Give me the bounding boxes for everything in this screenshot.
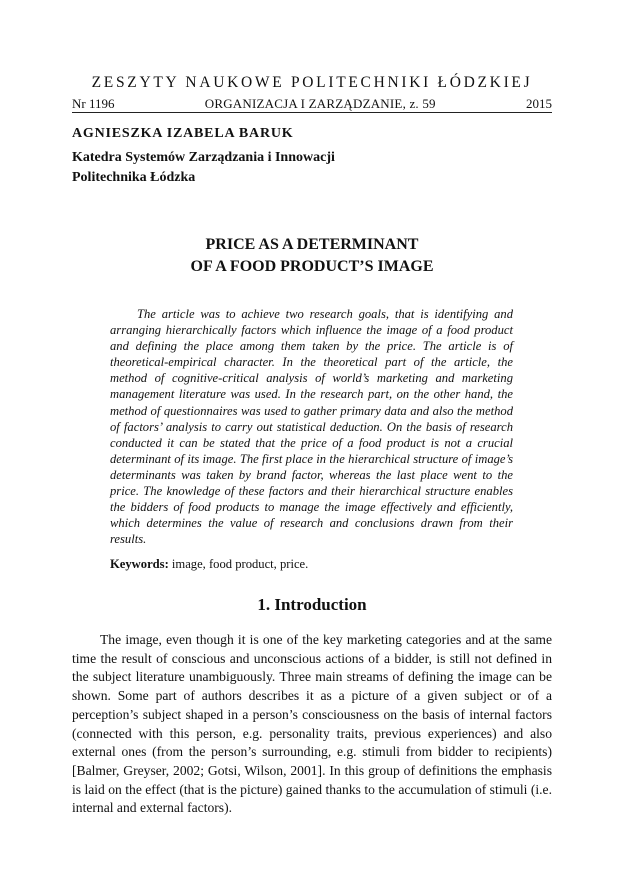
keywords [110,557,308,572]
abstract: The article was to achieve two research goals, that is identifying and arranging hierarchically factors which influence the image of a food product and defining the place among them taken by the price. The article is of theoretical-empirical character. In the theoretical part of the article, the method of cognitive-critical analysis of world’s marketing and marketing management literature was used. In the research part, on the other hand, the method of questionnaires was used to gather primary data and also the method of factors’ analysis to carry out statistical deduction. On the basis of research conducted it can be stated that the price of a food product is not a crucial determinant of its image. The first place in the hierarchical structure of image’s determinants was taken by brand factor, whereas the last place went to the price. The knowledge of these factors and their hierarchical structure enables the bidders of food products to manage the image effectively and efficiently, which determines the value of research and conclusions drawn from their results. [110,307,513,547]
paper-title-line-1: PRICE AS A DETERMINANT [205,236,419,253]
paper-title-line-2: OF A FOOD PRODUCT’S IMAGE [190,258,434,275]
keywords-label: Keywords: [110,557,169,571]
journal-year: 2015 [526,96,552,111]
journal-series: ORGANIZACJA I ZARZĄDZANIE, z. 59 [204,96,436,111]
journal-meta [72,96,552,112]
section-heading: 1. Introduction [257,595,367,614]
paper-title [72,234,552,278]
journal-title: ZESZYTY NAUKOWE POLITECHNIKI ŁÓDZKIEJ [91,74,533,91]
journal-issue: Nr 1196 [72,96,115,111]
header-rule [72,112,552,113]
intro-paragraph: The image, even though it is one of the key marketing categories and at the same time the result of conscious and unconscious actions of a bidder, is still not defined in the subject literature unambiguously. Three main streams of defining the image can be shown. Some part of authors describes it as a picture of a given subject or of a perception’s subject shaped in a person’s consciousness on the basis of internal factors (connected with this person, e.g. personality traits, previous experiences) and also external ones (from the person’s surrounding, e.g. stimuli from bidder to recipients) [Balmer, Greyser, 2002; Gotsi, Wilson, 2001]. In this group of definitions the emphasis is laid on the effect (that is the picture) gained thanks to the accumulation of stimuli (i.e. internal and external factors). [72,632,552,816]
keywords-value: image, food product, price. [168,557,309,571]
author-affiliation-university: Politechnika Łódzka [72,170,196,185]
author-name: AGNIESZKA IZABELA BARUK [72,126,294,141]
author-affiliation-department: Katedra Systemów Zarządzania i Innowacji [72,150,335,165]
